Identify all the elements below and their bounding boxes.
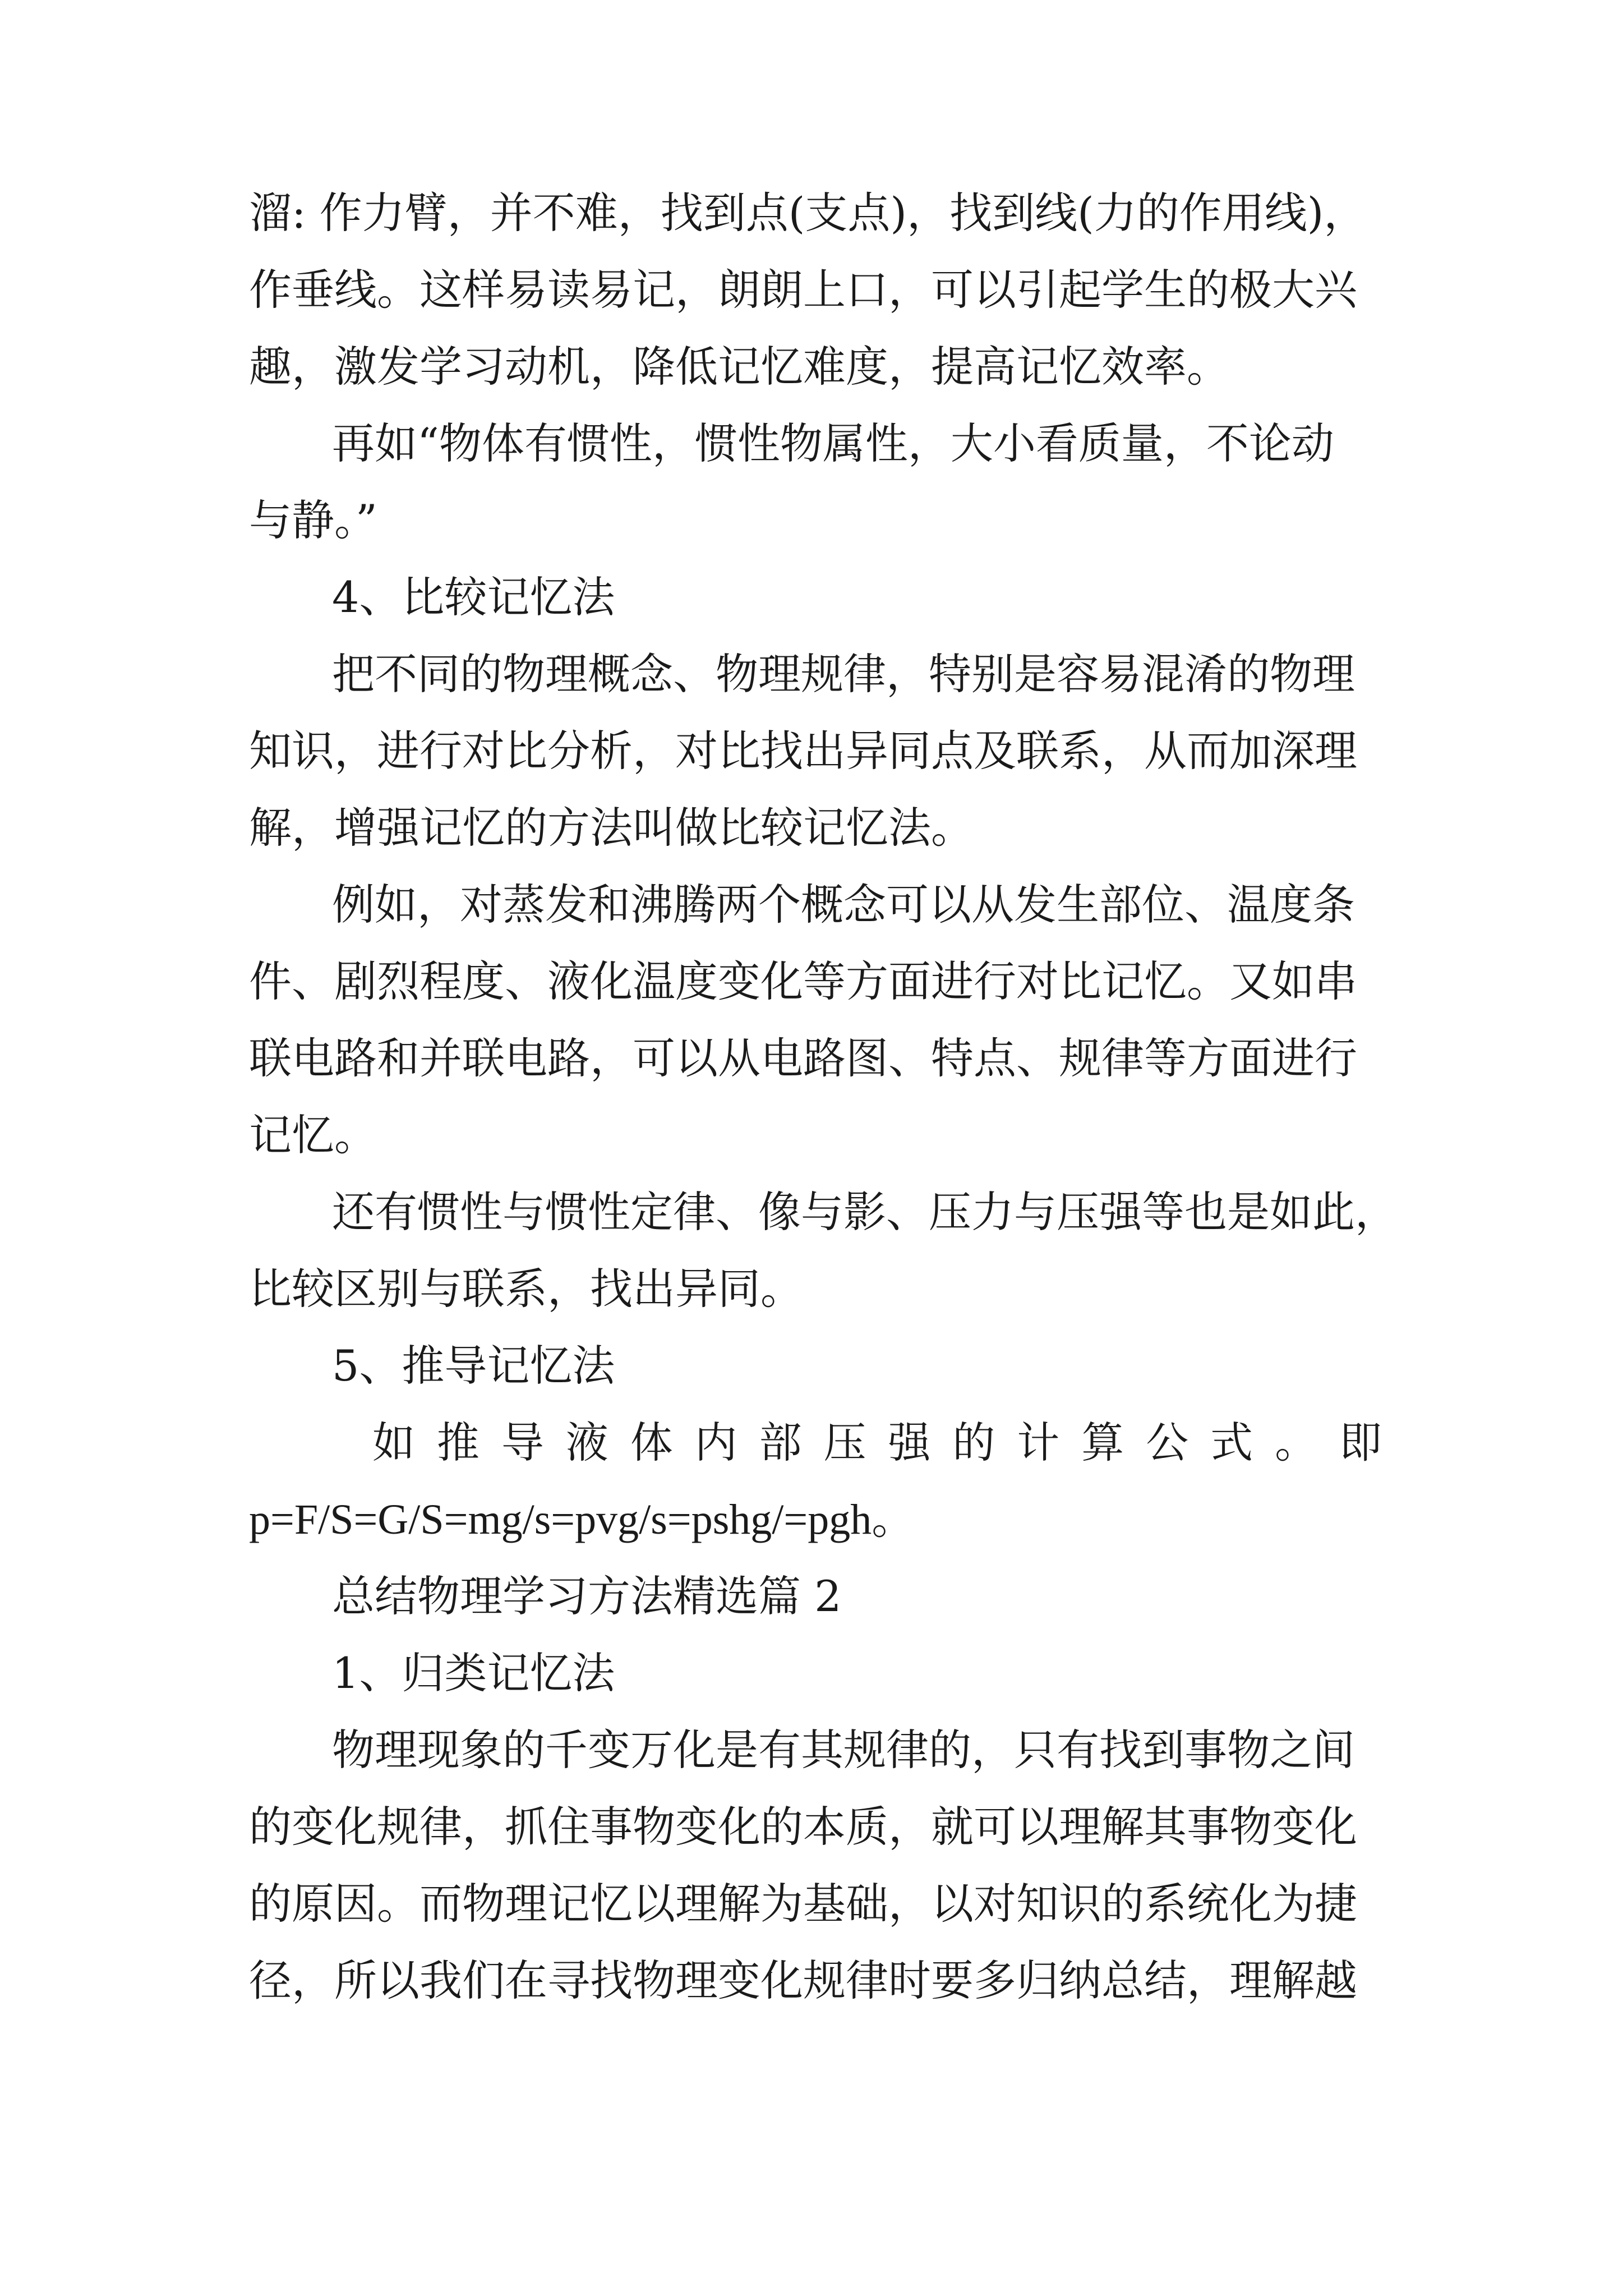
- text-line: 解，增强记忆的方法叫做比较记忆法。: [249, 803, 974, 853]
- text-line: 例如，对蒸发和沸腾两个概念可以从发生部位、温度条: [332, 880, 1355, 930]
- text-line: 作垂线。这样易读易记，朗朗上口，可以引起学生的极大兴: [249, 265, 1357, 315]
- text-line: 比较区别与联系，找出异同。: [249, 1264, 803, 1314]
- section-title: 总结物理学习方法精选篇 2: [332, 1571, 842, 1621]
- text-line: 的原因。而物理记忆以理解为基础，以对知识的系统化为捷: [249, 1879, 1357, 1929]
- text-line: 物理现象的千变万化是有其规律的，只有找到事物之间: [332, 1725, 1355, 1775]
- section-heading: 5、推导记忆法: [332, 1341, 615, 1391]
- text-line: 件、剧烈程度、液化温度变化等方面进行对比记忆。又如串: [249, 956, 1357, 1006]
- text-line: 与静。”: [249, 495, 377, 545]
- formula-line: p=F/S=G/S=mg/s=pvg/s=pshg/=pgh。: [249, 1496, 915, 1543]
- text-line: 联电路和并联电路，可以从电路图、特点、规律等方面进行: [249, 1033, 1357, 1083]
- section-heading: 4、比较记忆法: [332, 572, 615, 622]
- text-line: 记忆。: [249, 1110, 377, 1160]
- text-line: 把不同的物理概念、物理规律，特别是容易混淆的物理: [332, 649, 1355, 699]
- text-line: 如 推 导 液 体 内 部 压 强 的 计 算 公 式 。 即: [372, 1418, 1382, 1467]
- text-line: 知识，进行对比分析，对比找出异同点及联系，从而加深理: [249, 726, 1357, 776]
- text-line: 径，所以我们在寻找物理变化规律时要多归纳总结，理解越: [249, 1955, 1357, 2005]
- section-heading: 1、归类记忆法: [332, 1648, 615, 1698]
- text-line: 趣，激发学习动机，降低记忆难度，提高记忆效率。: [249, 342, 1229, 392]
- text-line: 再如“物体有惯性，惯性物属性，大小看质量，不论动: [332, 418, 1334, 468]
- text-line: 还有惯性与惯性定律、像与影、压力与压强等也是如此，: [332, 1187, 1398, 1237]
- text-line: 溜: 作力臂，并不难，找到点(支点)，找到线(力的作用线)，: [249, 188, 1367, 238]
- text-line: 的变化规律，抓住事物变化的本质，就可以理解其事物变化: [249, 1802, 1357, 1852]
